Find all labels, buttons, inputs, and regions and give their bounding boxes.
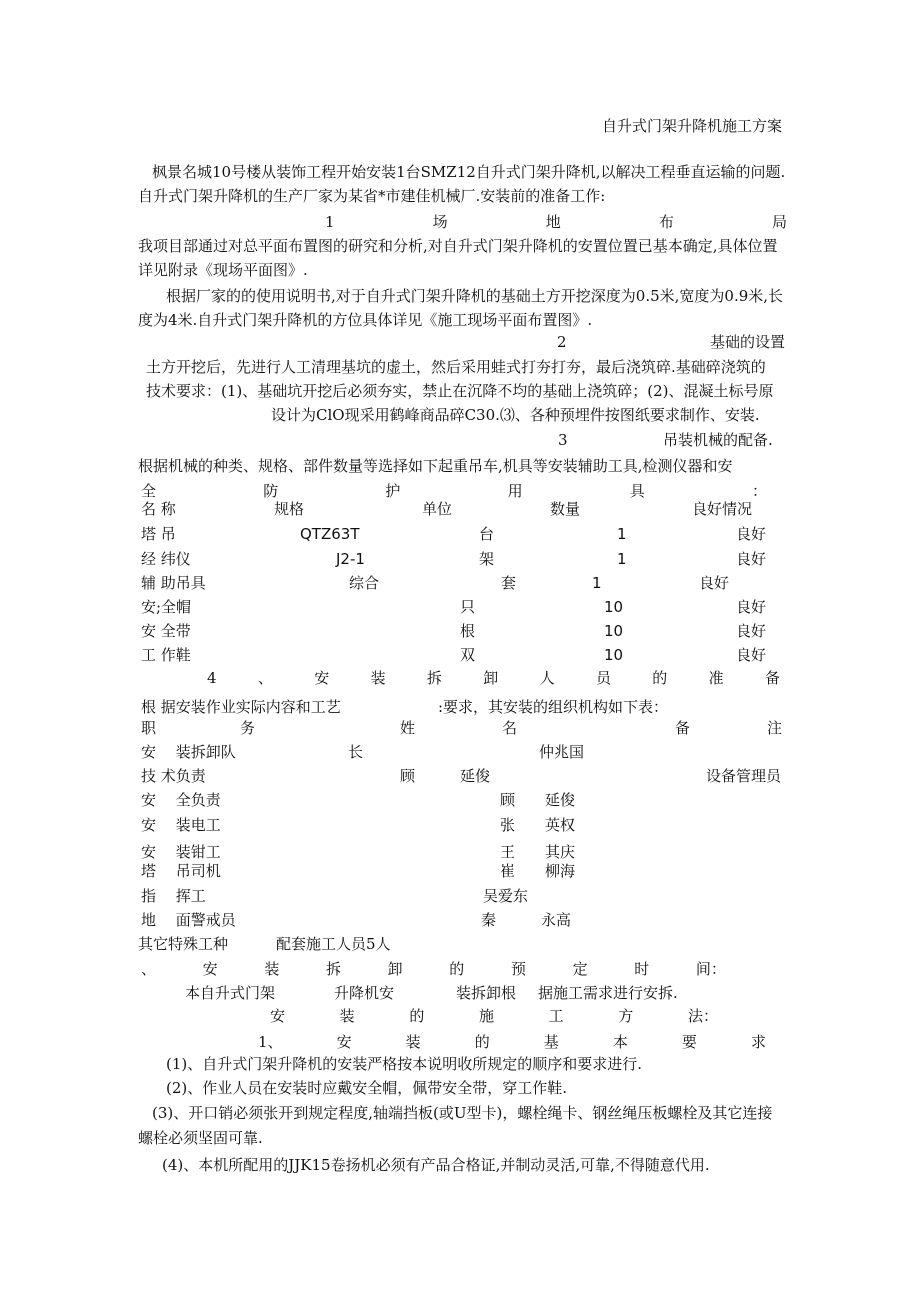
cell-role: 安 装拆卸队 [141,743,236,761]
cell-note: 设备管理员 [706,767,782,785]
heading-char: 地 [545,213,561,231]
col-header-name-2: 名 [502,719,518,737]
col-header-name: 名 称 [141,500,176,518]
col-header-spec: 规格 [274,500,305,518]
other-trades-label: 其它特殊工种 [138,935,229,953]
cell-unit: 只 [460,598,476,616]
other-trades-count: 配套施工人员5人 [276,935,391,953]
page-title: 自升式门架升降机施工方案 [602,117,783,135]
heading-char: 1、 [258,1033,283,1051]
cell-unit: 架 [479,550,495,568]
col-header-role-1: 职 [141,719,157,737]
cell-role: 安 全负责 [141,791,221,809]
heading-char: 局 [771,213,787,231]
cell-qty: 1 [617,550,627,568]
cell-role: 塔 吊司机 [141,862,221,880]
spread-char: 用 [507,482,523,500]
cell-role: 指 挥工 [141,887,206,905]
heading-char: 方 [618,1007,634,1025]
col-header-note-2: 注 [767,719,783,737]
foundation-text-line-1: 土方开挖后，先进行人工清理基坑的虚土，然后采用蛙式打夯打夯，最后浇筑碎.基础碎浇筑的 [146,358,766,376]
col-header-qty: 数量 [550,500,581,518]
cell-condition: 良好 [699,574,730,592]
cell-spec: 综合 [349,574,380,592]
heading-char: 人 [539,669,555,687]
foundation-size-paragraph: 根据厂家的的使用说明书,对于自升式门架升降机的基础土方开挖深度为0.5米,宽度为0.9米,长度为4米.自升式门架升降机的方位具体详见《施工现场平面布置图》. [138,287,784,329]
cell-name: 辅 助吊具 [141,574,206,592]
heading-char: 、 [257,669,273,687]
heading-char: 定 [572,960,588,978]
heading-char: 装 [405,1033,421,1051]
heading-char: 卸 [387,960,403,978]
heading-char: 拆 [426,669,442,687]
cell-qty: 1 [617,525,627,543]
cell-role-suffix: 长 [348,743,364,761]
col-header-name-1: 姓 [400,719,416,737]
cell-role: 地 面警戒员 [141,911,236,929]
section-2-title: 基础的设置 [710,333,786,351]
heading-char: 布 [658,213,674,231]
cell-name: 秦 永高 [481,911,572,929]
spread-char: 全 [141,482,157,500]
heading-char: 的 [449,960,465,978]
heading-char: 4 [207,669,217,687]
heading-char: 本 [612,1033,628,1051]
section-4-heading [207,668,780,688]
cell-name: 塔 吊 [141,525,176,543]
cell-condition: 良好 [736,550,767,568]
site-layout-paragraph: 我项目部通过对总平面布置图的研究和分析,对自升式门架升降机的安置位置已基本确定,具体位置详见附录《现场平面图》. [138,237,778,279]
heading-char: 装 [370,669,386,687]
cell-name: 崔 柳海 [500,862,576,880]
equipment-intro-line-2 [141,481,767,501]
heading-char: 预 [510,960,526,978]
cell-condition: 良好 [736,598,767,616]
heading-char: 安 [314,669,330,687]
requirement-item-2: (2)、作业人员在安装时应戴安全帽，佩带安全带，穿工作鞋. [166,1079,568,1097]
requirement-item-1: (1)、自升式门架升降机的安装严格按本说明收所规定的顺序和要求进行. [166,1055,643,1073]
heading-char: 要 [681,1033,697,1051]
cell-name: 顾 延俊 [400,767,491,785]
col-header-role-2: 务 [240,719,256,737]
foundation-text-line-3: 设计为ClO现采用鹤峰商品碎C30.⑶、各种预埋件按图纸要求制作、安装. [271,406,760,424]
foundation-text-line-2: 技术要求：(1)、基础坑开挖后必须夯实，禁止在沉降不均的基础上浇筑碎；(2)、混凝土标号原 [146,382,774,400]
method-subheading [258,1032,766,1052]
heading-char: 备 [764,669,780,687]
section-2-number: 2 [557,333,567,351]
personnel-intro-b: :要求，其安装的组织机构如下表： [438,698,669,716]
cell-role: 安 装电工 [141,816,221,834]
cell-qty: 10 [604,598,624,616]
schedule-text-d: 据施工需求进行安拆. [538,984,678,1002]
heading-char: 的 [652,669,668,687]
cell-condition: 良好 [736,525,767,543]
heading-char: 法： [687,1007,718,1025]
requirement-item-4: (4)、本机所配用的JJK15卷扬机必须有产品合格证,并制动灵活,可靠,不得随意代用. [162,1156,710,1174]
cell-name: 安;全帽 [141,598,192,616]
heading-char: 安 [270,1007,286,1025]
heading-char: 卸 [483,669,499,687]
cell-name: 工 作鞋 [141,646,191,664]
cell-qty: 10 [604,622,624,640]
cell-name: 仲兆国 [539,743,585,761]
equipment-intro-line-1: 根据机械的种类、规格、部件数量等选择如下起重吊车,机具等安装辅助工具,检测仪器和安 [138,457,733,475]
cell-role: 技 术负责 [141,767,206,785]
schedule-heading [141,959,726,979]
heading-char: 施 [478,1007,494,1025]
cell-name: 王 其庆 [500,843,576,861]
col-header-note-1: 备 [675,719,691,737]
spread-char: ： [751,482,767,500]
heading-char: 工 [548,1007,564,1025]
cell-condition: 良好 [736,622,767,640]
section-3-title: 吊装机械的配备. [663,431,773,449]
heading-char: 的 [474,1033,490,1051]
heading-char: 1 [325,213,335,231]
spread-char: 护 [385,482,401,500]
cell-unit: 台 [479,525,495,543]
cell-name: 经 纬仪 [141,550,191,568]
schedule-text-b: 升降机安 [334,984,395,1002]
cell-unit: 根 [460,622,476,640]
heading-char: 求 [750,1033,766,1051]
schedule-text-a: 本自升式门架 [185,984,276,1002]
intro-paragraph: 枫景名城10号楼从装饰工程开始安装1台SMZ12自升式门架升降机,以解决工程垂直运输的问题.自升式门架升降机的生产厂家为某省*市建佳机械厂.安装前的准备工作: [138,163,786,205]
requirement-item-3: (3)、开口销必须张开到规定程度,轴端挡板(或U型卡)，螺栓绳卡、钢丝绳压板螺栓及其它连接 [152,1104,773,1122]
section-3-number: 3 [558,431,568,449]
requirement-item-3-cont: 螺栓必须坚固可靠. [138,1129,263,1147]
cell-unit: 双 [460,646,476,664]
method-heading [270,1006,718,1026]
personnel-intro-a: 根 据安装作业实际内容和工艺 [141,698,341,716]
heading-char: 安 [336,1033,352,1051]
cell-condition: 良好 [736,646,767,664]
cell-spec: QTZ63T [300,525,360,543]
heading-char: 拆 [325,960,341,978]
cell-qty: 1 [592,574,602,592]
cell-unit: 套 [501,574,517,592]
heading-char: 间： [695,960,726,978]
schedule-text-c: 装拆卸根 [456,984,517,1002]
heading-char: 的 [409,1007,425,1025]
section-1-heading [325,212,787,232]
col-header-unit: 单位 [422,500,453,518]
heading-char: 装 [264,960,280,978]
cell-role: 安 装钳工 [141,843,221,861]
heading-char: 装 [339,1007,355,1025]
heading-char: 场 [432,213,448,231]
heading-char: 安 [202,960,218,978]
cell-qty: 10 [604,646,624,664]
cell-name: 安 全带 [141,622,191,640]
spread-char: 具 [629,482,645,500]
cell-name: 顾 延俊 [500,791,576,809]
heading-char: 时 [634,960,650,978]
heading-char: 员 [595,669,611,687]
spread-char: 防 [263,482,279,500]
heading-char: 、 [141,960,157,978]
cell-name: 吴爱东 [483,887,529,905]
col-header-condition: 良好情况 [692,500,753,518]
cell-name: 张 英权 [500,816,576,834]
heading-char: 基 [543,1033,559,1051]
cell-spec: J2-1 [336,550,365,568]
heading-char: 准 [708,669,724,687]
